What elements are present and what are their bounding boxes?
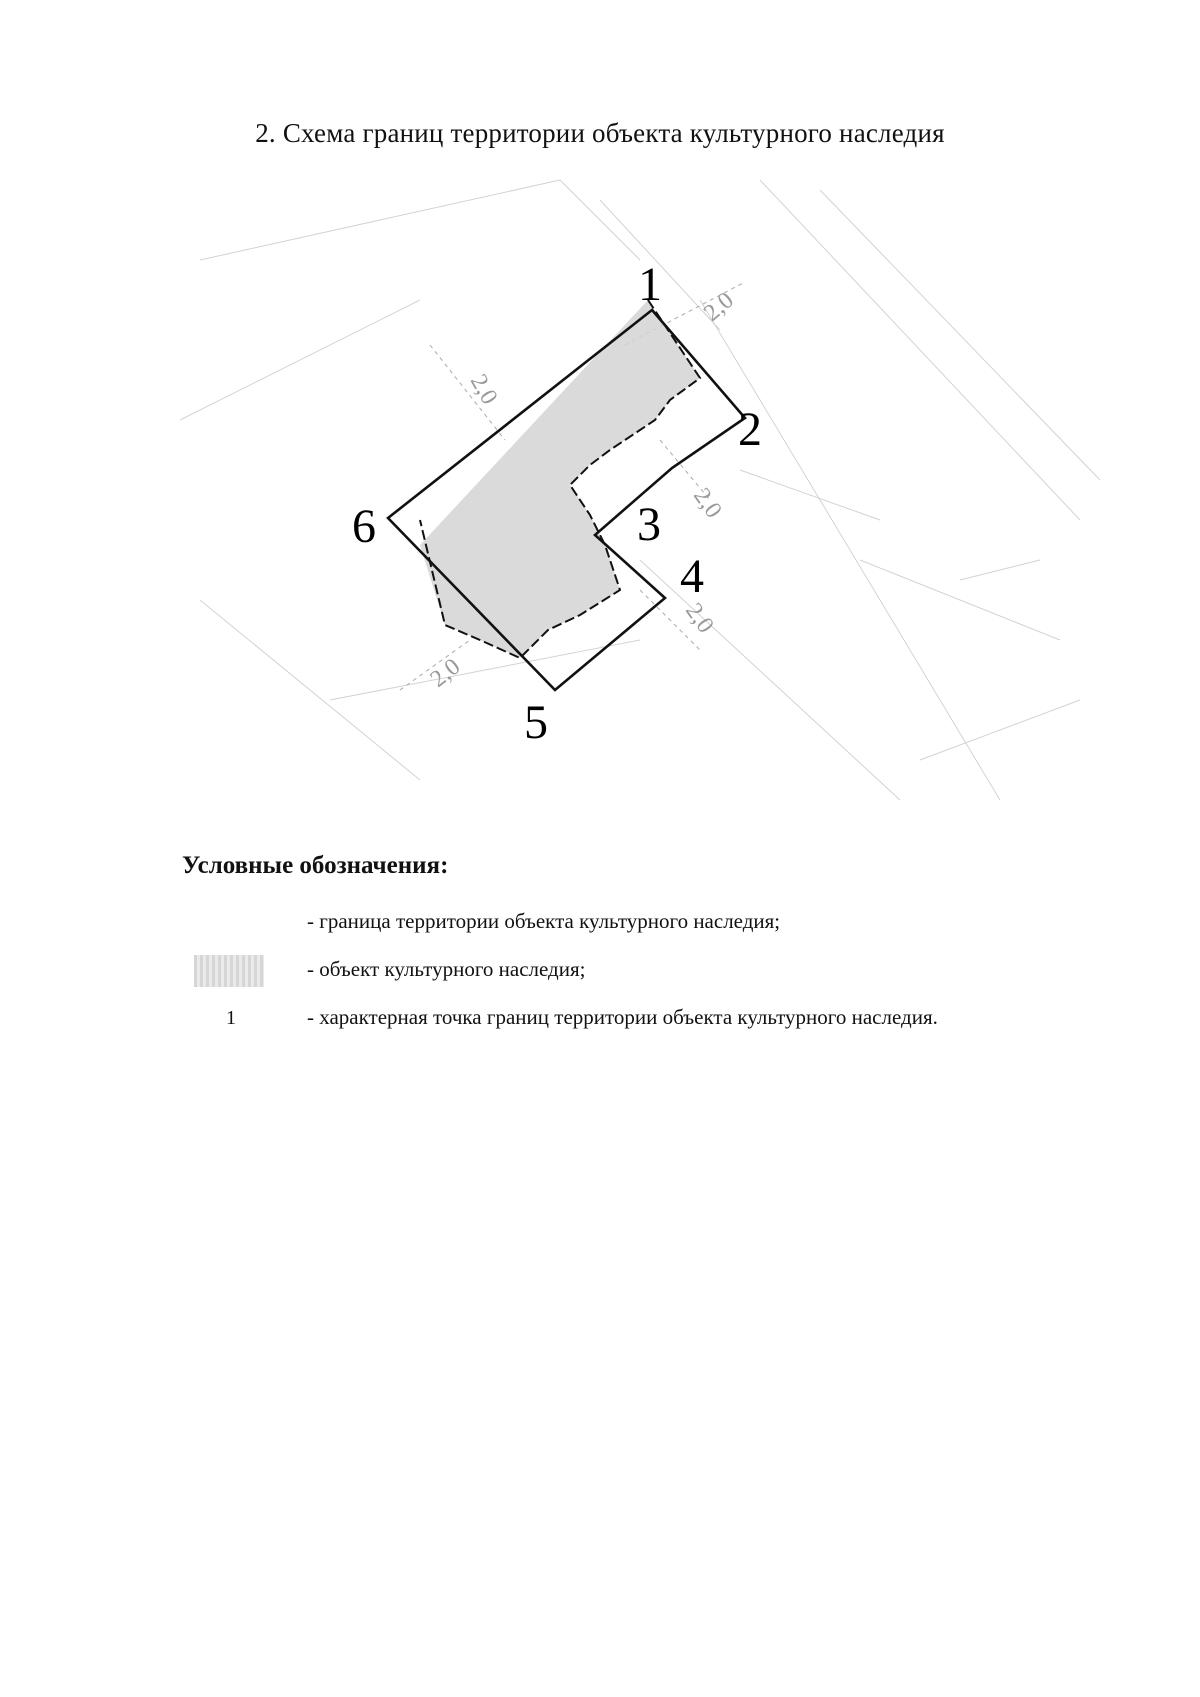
point-label-6: 6 bbox=[352, 500, 376, 553]
legend-item-text: - характерная точка границ территории объекта культурного наследия. bbox=[307, 1005, 938, 1029]
page-title: 2. Схема границ территории объекта культурного наследия bbox=[255, 118, 945, 148]
object-fill-swatch bbox=[194, 955, 264, 987]
point-label-5: 5 bbox=[524, 696, 548, 749]
legend-item-text: - граница территории объекта культурного наследия; bbox=[307, 909, 781, 933]
point-label-3: 3 bbox=[637, 498, 661, 551]
legend-heading: Условные обозначения: bbox=[182, 852, 449, 879]
legend-item-object bbox=[182, 953, 1142, 987]
dimension-label: 2,0 bbox=[464, 370, 503, 409]
legend-item-boundary bbox=[182, 905, 1142, 939]
dimension-label: 2,0 bbox=[425, 653, 466, 693]
point-label-2: 2 bbox=[738, 403, 762, 456]
dimension-label: 2,0 bbox=[680, 598, 719, 639]
dimension-label: 2,0 bbox=[688, 483, 727, 524]
point-label-1: 1 bbox=[638, 258, 662, 311]
legend-item-point bbox=[182, 1001, 1142, 1035]
point-number-sample: 1 bbox=[226, 1007, 236, 1029]
legend-item-text: - объект культурного наследия; bbox=[307, 957, 586, 981]
boundary-scheme-map bbox=[175, 172, 1100, 822]
dimension-label: 2,0 bbox=[699, 287, 739, 327]
point-label-4: 4 bbox=[680, 550, 704, 603]
boundary-line-symbol bbox=[182, 905, 264, 939]
